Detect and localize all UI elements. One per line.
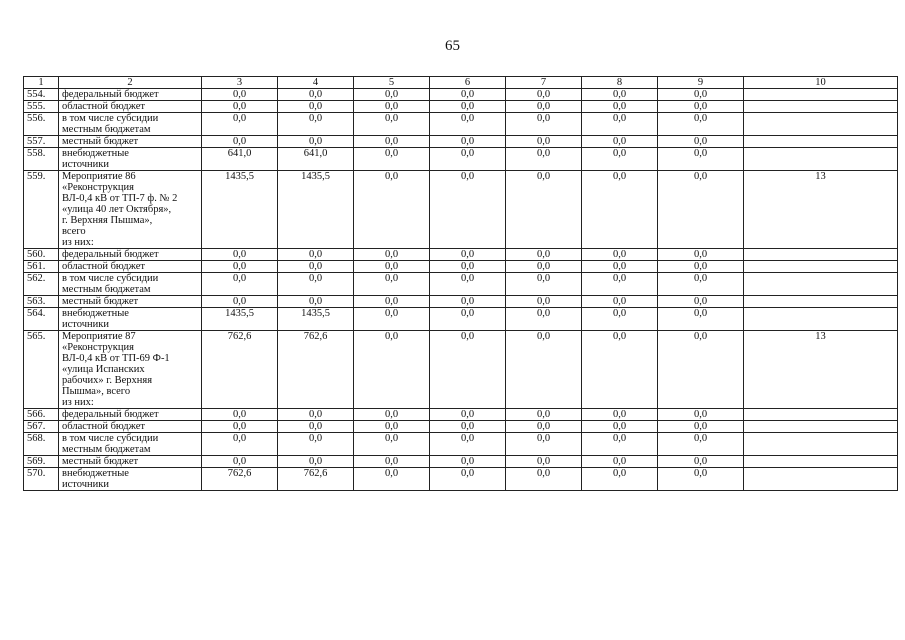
table-row: [24, 148, 898, 171]
column-10-cell: 13: [744, 171, 898, 249]
row-label-line: ВЛ-0,4 кВ от ТП-7 ф. № 2: [62, 193, 178, 204]
column-10-cell: [744, 308, 898, 331]
value-cell: 0,0: [278, 456, 354, 468]
row-label: [59, 433, 202, 456]
value-cell: 0,0: [278, 249, 354, 261]
row-label-line: Мероприятие 86: [62, 171, 136, 182]
row-label: [59, 136, 202, 148]
value-cell: 0,0: [202, 409, 278, 421]
row-label-line: внебюджетные: [62, 468, 129, 479]
column-header: 9: [658, 77, 744, 89]
row-label-line: федеральный бюджет: [62, 409, 159, 420]
row-label-line: всего: [62, 226, 86, 237]
value-cell: 0,0: [430, 456, 506, 468]
row-number: 563.: [24, 296, 59, 308]
value-cell: 0,0: [506, 249, 582, 261]
value-cell: 0,0: [430, 171, 506, 249]
value-cell: 0,0: [658, 261, 744, 273]
value-cell: 641,0: [202, 148, 278, 171]
value-cell: 0,0: [658, 468, 744, 491]
value-cell: 762,6: [278, 468, 354, 491]
row-label-line: федеральный бюджет: [62, 89, 159, 100]
value-cell: 0,0: [658, 331, 744, 409]
value-cell: 1435,5: [202, 171, 278, 249]
value-cell: 0,0: [430, 273, 506, 296]
budget-table: [23, 76, 898, 491]
row-label-line: г. Верхняя Пышма»,: [62, 215, 153, 226]
row-label-line: «Реконструкция: [62, 342, 134, 353]
value-cell: 0,0: [354, 171, 430, 249]
value-cell: 0,0: [582, 273, 658, 296]
value-cell: 0,0: [354, 308, 430, 331]
table-row: [24, 409, 898, 421]
value-cell: 0,0: [430, 101, 506, 113]
row-label: [59, 468, 202, 491]
value-cell: 0,0: [430, 296, 506, 308]
value-cell: 0,0: [658, 136, 744, 148]
value-cell: 0,0: [582, 148, 658, 171]
row-label-line: «улица 40 лет Октября»,: [62, 204, 172, 215]
row-number: 569.: [24, 456, 59, 468]
row-label-line: местным бюджетам: [62, 444, 151, 455]
value-cell: 0,0: [582, 409, 658, 421]
value-cell: 0,0: [278, 421, 354, 433]
value-cell: 0,0: [658, 113, 744, 136]
row-label: [59, 171, 202, 249]
value-cell: 0,0: [202, 456, 278, 468]
value-cell: 1435,5: [202, 308, 278, 331]
value-cell: 0,0: [430, 113, 506, 136]
value-cell: 0,0: [430, 409, 506, 421]
value-cell: 0,0: [658, 171, 744, 249]
value-cell: 0,0: [354, 421, 430, 433]
value-cell: 1435,5: [278, 308, 354, 331]
value-cell: 1435,5: [278, 171, 354, 249]
column-header: 1: [24, 77, 59, 89]
row-label-line: Мероприятие 87: [62, 331, 136, 342]
row-number: 559.: [24, 171, 59, 249]
value-cell: 0,0: [354, 249, 430, 261]
row-label-line: ВЛ-0,4 кВ от ТП-69 Ф-1: [62, 353, 170, 364]
value-cell: 0,0: [202, 433, 278, 456]
column-10-cell: [744, 261, 898, 273]
value-cell: 0,0: [506, 273, 582, 296]
row-label-line: из них:: [62, 397, 94, 408]
row-number: 556.: [24, 113, 59, 136]
value-cell: 0,0: [582, 89, 658, 101]
value-cell: 0,0: [658, 296, 744, 308]
value-cell: 0,0: [506, 308, 582, 331]
value-cell: 0,0: [354, 433, 430, 456]
value-cell: 0,0: [202, 421, 278, 433]
row-number: 560.: [24, 249, 59, 261]
value-cell: 0,0: [658, 456, 744, 468]
row-number: 566.: [24, 409, 59, 421]
value-cell: 0,0: [658, 101, 744, 113]
value-cell: 0,0: [278, 409, 354, 421]
table-row: [24, 331, 898, 409]
row-number: 554.: [24, 89, 59, 101]
value-cell: 0,0: [582, 136, 658, 148]
value-cell: 0,0: [278, 89, 354, 101]
row-label: [59, 249, 202, 261]
value-cell: 0,0: [506, 261, 582, 273]
row-number: 565.: [24, 331, 59, 409]
value-cell: 0,0: [658, 433, 744, 456]
page-number: 65: [445, 38, 460, 54]
row-number: 555.: [24, 101, 59, 113]
value-cell: 0,0: [354, 148, 430, 171]
value-cell: 0,0: [658, 89, 744, 101]
row-label: [59, 261, 202, 273]
value-cell: 0,0: [582, 468, 658, 491]
row-number: 570.: [24, 468, 59, 491]
row-label: [59, 308, 202, 331]
row-label-line: в том числе субсидии: [62, 433, 159, 444]
value-cell: 0,0: [278, 273, 354, 296]
row-label-line: областной бюджет: [62, 101, 145, 112]
value-cell: 0,0: [582, 171, 658, 249]
table-row: [24, 171, 898, 249]
value-cell: 0,0: [506, 331, 582, 409]
row-label-line: местный бюджет: [62, 136, 139, 147]
row-label-line: рабочих» г. Верхняя: [62, 375, 153, 386]
value-cell: 762,6: [202, 468, 278, 491]
row-number: 567.: [24, 421, 59, 433]
column-10-cell: [744, 273, 898, 296]
value-cell: 0,0: [430, 148, 506, 171]
table-row: [24, 308, 898, 331]
column-header: 4: [278, 77, 354, 89]
row-label-line: источники: [62, 319, 109, 330]
value-cell: 0,0: [354, 456, 430, 468]
column-header: 6: [430, 77, 506, 89]
table-row: [24, 113, 898, 136]
value-cell: 0,0: [658, 421, 744, 433]
value-cell: 0,0: [278, 101, 354, 113]
value-cell: 0,0: [506, 409, 582, 421]
value-cell: 0,0: [506, 296, 582, 308]
row-label: [59, 456, 202, 468]
value-cell: 0,0: [354, 331, 430, 409]
column-10-cell: [744, 456, 898, 468]
table-header-row: [24, 77, 898, 89]
column-header: 3: [202, 77, 278, 89]
row-label: [59, 296, 202, 308]
value-cell: 0,0: [430, 136, 506, 148]
value-cell: 0,0: [506, 433, 582, 456]
value-cell: 0,0: [354, 113, 430, 136]
row-label-line: «Реконструкция: [62, 182, 134, 193]
value-cell: 0,0: [354, 136, 430, 148]
row-label-line: местный бюджет: [62, 456, 139, 467]
value-cell: 0,0: [658, 249, 744, 261]
column-10-cell: [744, 249, 898, 261]
value-cell: 0,0: [582, 421, 658, 433]
row-number: 561.: [24, 261, 59, 273]
value-cell: 0,0: [506, 421, 582, 433]
row-label: [59, 409, 202, 421]
value-cell: 0,0: [506, 468, 582, 491]
value-cell: 0,0: [506, 171, 582, 249]
row-number: 562.: [24, 273, 59, 296]
value-cell: 0,0: [278, 113, 354, 136]
row-number: 558.: [24, 148, 59, 171]
value-cell: 0,0: [582, 261, 658, 273]
value-cell: 0,0: [354, 409, 430, 421]
table-row: [24, 249, 898, 261]
row-label-line: внебюджетные: [62, 308, 129, 319]
table-row: [24, 89, 898, 101]
value-cell: 0,0: [278, 433, 354, 456]
table-body: [24, 89, 898, 491]
row-number: 557.: [24, 136, 59, 148]
row-label-line: местным бюджетам: [62, 284, 151, 295]
column-10-cell: [744, 148, 898, 171]
value-cell: 0,0: [202, 273, 278, 296]
value-cell: 0,0: [430, 308, 506, 331]
value-cell: 0,0: [430, 433, 506, 456]
value-cell: 0,0: [430, 89, 506, 101]
value-cell: 0,0: [430, 331, 506, 409]
column-header: 8: [582, 77, 658, 89]
value-cell: 0,0: [658, 273, 744, 296]
table-row: [24, 261, 898, 273]
value-cell: 0,0: [202, 89, 278, 101]
value-cell: 0,0: [354, 273, 430, 296]
value-cell: 0,0: [506, 89, 582, 101]
value-cell: 0,0: [658, 409, 744, 421]
column-10-cell: [744, 409, 898, 421]
row-label-line: местным бюджетам: [62, 124, 151, 135]
row-number: 568.: [24, 433, 59, 456]
value-cell: 0,0: [202, 249, 278, 261]
value-cell: 0,0: [202, 101, 278, 113]
row-label: [59, 148, 202, 171]
column-header: 7: [506, 77, 582, 89]
value-cell: 0,0: [278, 296, 354, 308]
value-cell: 0,0: [506, 113, 582, 136]
row-label: [59, 273, 202, 296]
value-cell: 0,0: [582, 331, 658, 409]
value-cell: 0,0: [430, 249, 506, 261]
value-cell: 0,0: [582, 113, 658, 136]
row-label-line: источники: [62, 479, 109, 490]
value-cell: 0,0: [506, 148, 582, 171]
table-row: [24, 456, 898, 468]
column-10-cell: 13: [744, 331, 898, 409]
row-label-line: «улица Испанских: [62, 364, 145, 375]
value-cell: 0,0: [582, 433, 658, 456]
row-label-line: в том числе субсидии: [62, 273, 159, 284]
row-label-line: в том числе субсидии: [62, 113, 159, 124]
row-label-line: областной бюджет: [62, 421, 145, 432]
value-cell: 0,0: [354, 89, 430, 101]
table-row: [24, 468, 898, 491]
row-label-line: внебюджетные: [62, 148, 129, 159]
value-cell: 0,0: [354, 261, 430, 273]
value-cell: 0,0: [430, 421, 506, 433]
value-cell: 762,6: [278, 331, 354, 409]
value-cell: 0,0: [202, 296, 278, 308]
value-cell: 0,0: [582, 296, 658, 308]
table-row: [24, 421, 898, 433]
value-cell: 0,0: [658, 148, 744, 171]
value-cell: 0,0: [354, 296, 430, 308]
value-cell: 0,0: [354, 101, 430, 113]
value-cell: 0,0: [430, 261, 506, 273]
row-label: [59, 101, 202, 113]
value-cell: 0,0: [506, 101, 582, 113]
row-label-line: областной бюджет: [62, 261, 145, 272]
row-label: [59, 421, 202, 433]
value-cell: 0,0: [582, 101, 658, 113]
row-label-line: федеральный бюджет: [62, 249, 159, 260]
value-cell: 762,6: [202, 331, 278, 409]
value-cell: 0,0: [506, 456, 582, 468]
value-cell: 0,0: [202, 113, 278, 136]
value-cell: 0,0: [582, 456, 658, 468]
value-cell: 0,0: [354, 468, 430, 491]
value-cell: 0,0: [278, 136, 354, 148]
table-row: [24, 273, 898, 296]
value-cell: 641,0: [278, 148, 354, 171]
column-10-cell: [744, 421, 898, 433]
row-label-line: источники: [62, 159, 109, 170]
table-row: [24, 433, 898, 456]
column-header: 10: [744, 77, 898, 89]
column-header: 5: [354, 77, 430, 89]
value-cell: 0,0: [278, 261, 354, 273]
column-10-cell: [744, 468, 898, 491]
row-label: [59, 89, 202, 101]
row-label: [59, 113, 202, 136]
value-cell: 0,0: [430, 468, 506, 491]
column-10-cell: [744, 136, 898, 148]
table-row: [24, 136, 898, 148]
column-10-cell: [744, 113, 898, 136]
column-header: 2: [59, 77, 202, 89]
value-cell: 0,0: [506, 136, 582, 148]
value-cell: 0,0: [582, 249, 658, 261]
column-10-cell: [744, 101, 898, 113]
value-cell: 0,0: [202, 261, 278, 273]
row-number: 564.: [24, 308, 59, 331]
table-row: [24, 296, 898, 308]
value-cell: 0,0: [658, 308, 744, 331]
column-10-cell: [744, 296, 898, 308]
column-10-cell: [744, 89, 898, 101]
row-label-line: Пышма», всего: [62, 386, 131, 397]
value-cell: 0,0: [582, 308, 658, 331]
column-10-cell: [744, 433, 898, 456]
value-cell: 0,0: [202, 136, 278, 148]
table-row: [24, 101, 898, 113]
row-label-line: из них:: [62, 237, 94, 248]
row-label: [59, 331, 202, 409]
row-label-line: местный бюджет: [62, 296, 139, 307]
